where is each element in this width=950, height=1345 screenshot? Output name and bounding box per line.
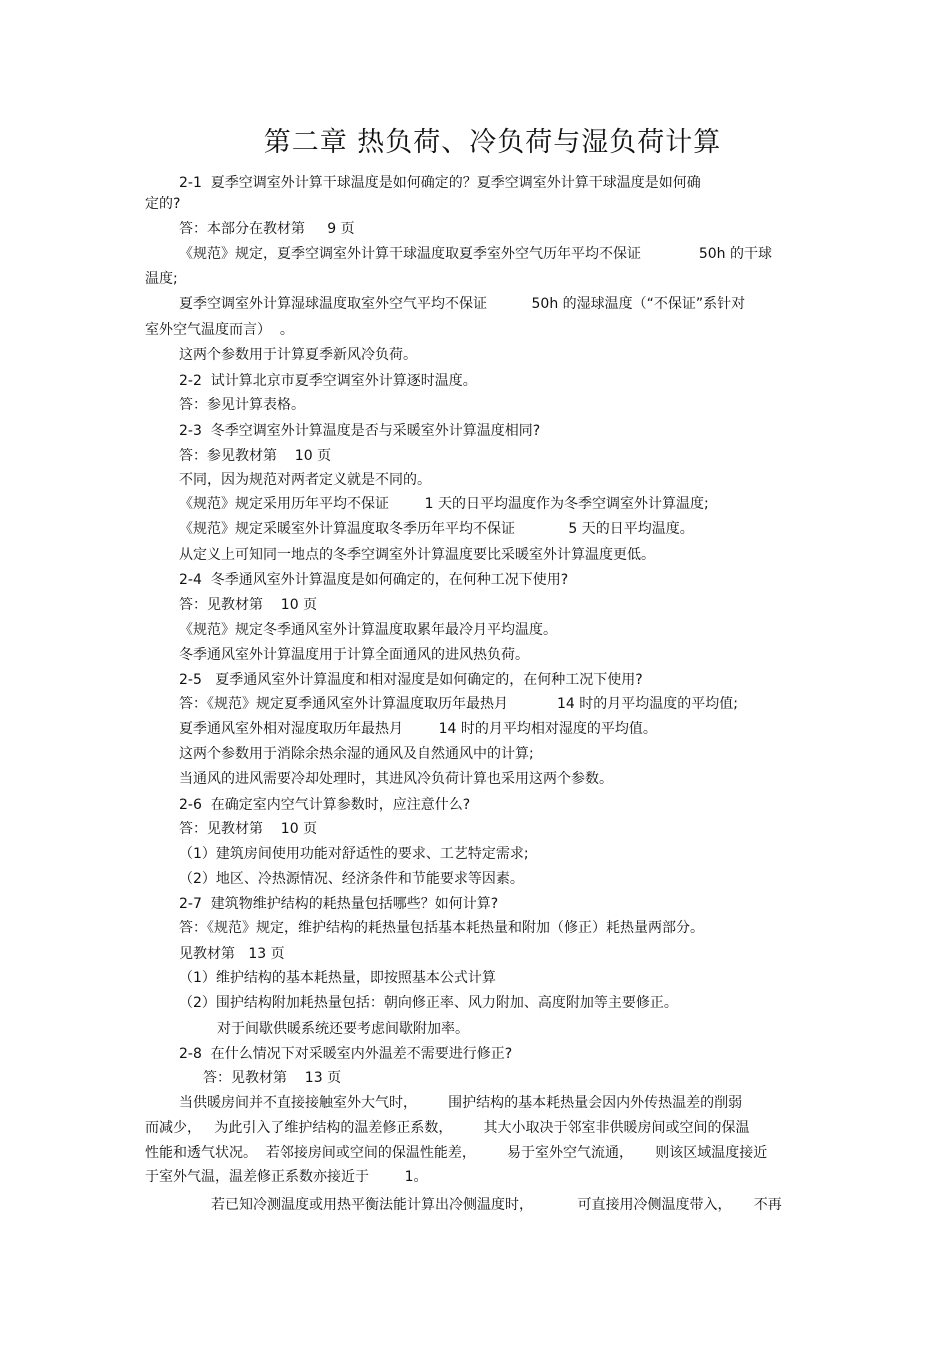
text-line: 答：本部分在教材第 9 页 — [179, 221, 355, 237]
text-line: 而减少， 为此引入了维护结构的温差修正系数， 其大小取决于邻室非供暖房间或空间的保温 — [145, 1120, 750, 1136]
text-line: 从定义上可知同一地点的冬季空调室外计算温度要比采暖室外计算温度更低。 — [179, 547, 655, 563]
text-line: 夏季空调室外计算湿球温度取室外空气平均不保证 50h 的湿球温度（“不保证”系针对 — [179, 296, 746, 312]
text-line: 答：见教材第 10 页 — [179, 597, 318, 613]
text-line: 对于间歇供暖系统还要考虑间歇附加率。 — [217, 1021, 469, 1037]
text-line: 《规范》规定，夏季空调室外计算干球温度取夏季室外空气历年平均不保证 50h 的干球 — [179, 246, 772, 262]
text-line: 《规范》规定冬季通风室外计算温度取累年最冷月平均温度。 — [179, 622, 557, 638]
text-line: 当通风的进风需要冷却处理时，其进风冷负荷计算也采用这两个参数。 — [179, 771, 613, 787]
text-line: 2-2 试计算北京市夏季空调室外计算逐时温度。 — [179, 373, 477, 389]
text-line: （1）维护结构的基本耗热量，即按照基本公式计算 — [179, 970, 496, 986]
text-line: 这两个参数用于计算夏季新风冷负荷。 — [179, 347, 417, 363]
text-line: 答：参见教材第 10 页 — [179, 448, 332, 464]
text-line: 见教材第 13 页 — [179, 946, 285, 962]
text-line: 答：见教材第 10 页 — [179, 821, 318, 837]
text-line: 答：参见计算表格。 — [179, 397, 305, 413]
text-line: 夏季通风室外相对湿度取历年最热月 14 时的月平均相对湿度的平均值。 — [179, 721, 657, 737]
text-line: 《规范》规定采用历年平均不保证 1 天的日平均温度作为冬季空调室外计算温度; — [179, 496, 709, 512]
text-line: （2）地区、冷热源情况、经济条件和节能要求等因素。 — [179, 871, 524, 887]
text-line: 若已知冷测温度或用热平衡法能计算出冷侧温度时， 可直接用冷侧温度带入， 不再 — [211, 1197, 782, 1213]
text-line: 当供暖房间并不直接接触室外大气时， 围护结构的基本耗热量会因内外传热温差的削弱 — [179, 1095, 743, 1111]
text-line: 2-6 在确定室内空气计算参数时，应注意什么? — [179, 797, 471, 813]
text-line: 定的? — [145, 196, 181, 212]
text-line: 性能和透气状况。 若邻接房间或空间的保温性能差， 易于室外空气流通， 则该区域温度接近 — [145, 1145, 768, 1161]
text-line: 2-5 夏季通风室外计算温度和相对湿度是如何确定的，在何种工况下使用? — [179, 672, 643, 688]
text-line: 这两个参数用于消除余热余湿的通风及自然通风中的计算; — [179, 746, 534, 762]
text-line: （2）围护结构附加耗热量包括：朝向修正率、风力附加、高度附加等主要修正。 — [179, 995, 678, 1011]
text-line: 2-7 建筑物维护结构的耗热量包括哪些？如何计算? — [179, 896, 499, 912]
text-line: 室外空气温度而言） 。 — [145, 322, 294, 338]
text-line: 答：《规范》规定，维护结构的耗热量包括基本耗热量和附加（修正）耗热量两部分。 — [179, 920, 704, 936]
text-line: 2-3 冬季空调室外计算温度是否与采暖室外计算温度相同? — [179, 423, 541, 439]
text-line: 《规范》规定采暖室外计算温度取冬季历年平均不保证 5 天的日平均温度。 — [179, 521, 694, 537]
text-line: 温度; — [145, 271, 178, 287]
text-line: （1）建筑房间使用功能对舒适性的要求、工艺特定需求; — [179, 846, 529, 862]
text-line: 于室外气温，温差修正系数亦接近于 1。 — [145, 1169, 428, 1185]
text-line: 冬季通风室外计算温度用于计算全面通风的进风热负荷。 — [179, 647, 529, 663]
text-line: 不同，因为规范对两者定义就是不同的。 — [179, 472, 431, 488]
text-line: 答：《规范》规定夏季通风室外计算温度取历年最热月 14 时的月平均温度的平均值; — [179, 696, 738, 712]
text-line: 2-4 冬季通风室外计算温度是如何确定的，在何种工况下使用? — [179, 572, 569, 588]
chapter-title: 第二章 热负荷、冷负荷与湿负荷计算 — [263, 127, 722, 158]
text-line: 2-8 在什么情况下对采暖室内外温差不需要进行修正? — [179, 1046, 513, 1062]
text-line: 答：见教材第 13 页 — [203, 1070, 342, 1086]
text-line: 2-1 夏季空调室外计算干球温度是如何确定的？夏季空调室外计算干球温度是如何确 — [179, 175, 701, 191]
